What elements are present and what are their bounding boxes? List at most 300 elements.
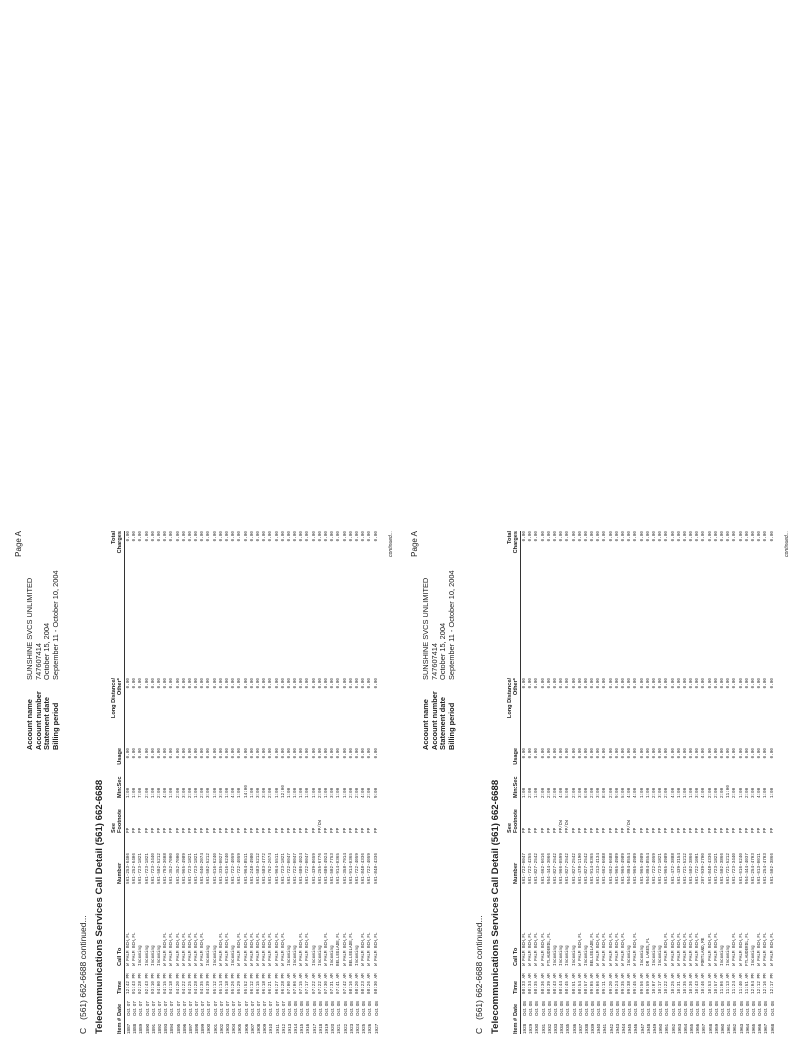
cell-total-charges: 0.00: [540, 531, 546, 542]
cell-usage: 0.00: [750, 748, 756, 759]
cell-call-to: W PALM BCH,FL: [225, 932, 230, 966]
cell-call-to: Incoming: [658, 945, 664, 966]
cell-usage: 0.00: [280, 748, 286, 759]
cell-min-sec: 2:00: [732, 787, 738, 798]
cell-call-time: 08:35 AM: [534, 973, 540, 994]
cell-call-date: Oct. 08: [645, 1001, 651, 1016]
cell-item-number: 1949: [651, 1023, 657, 1034]
cell-footnote: PP: [212, 827, 218, 833]
cell-call-to: W PALM BCH,FL: [732, 932, 738, 966]
section-title: (561) 662-6688 continued...: [474, 915, 484, 1020]
cell-usage: 0.00: [324, 748, 329, 759]
cell-total-charges: 0.00: [676, 531, 682, 542]
cell-call-date: Oct. 08: [744, 1001, 750, 1016]
cell-long-distance: 0.00: [571, 678, 577, 689]
cell-call-to: W PALM BCH,FL: [324, 932, 329, 966]
cell-long-distance: 0.00: [596, 678, 602, 689]
cell-item-number: 1895: [175, 1023, 181, 1034]
cell-call-number: 561-827-2542: [534, 853, 540, 884]
section-tag: C: [474, 1027, 484, 1034]
cell-long-distance: 0.00: [126, 678, 131, 689]
cell-call-number: 561-662-6688: [608, 853, 614, 884]
cell-min-sec: 2:00: [200, 787, 206, 798]
cell-item-number: 1907: [249, 1023, 255, 1034]
cell-long-distance: 0.00: [608, 678, 614, 689]
cell-call-number: 561-966-0599: [559, 853, 565, 884]
cell-long-distance: 0.00: [225, 678, 230, 689]
cell-long-distance: 0.00: [695, 678, 701, 689]
cell-footnote: PP: [150, 827, 156, 833]
cell-total-charges: 0.00: [255, 531, 261, 542]
cell-usage: 0.00: [757, 748, 763, 759]
cell-long-distance: 0.00: [169, 678, 175, 689]
cell-call-time: 07:30 AM: [324, 973, 329, 994]
cell-call-time: 07:17 AM: [305, 973, 311, 994]
cell-min-sec: 2:00: [156, 787, 162, 798]
cell-item-number: 1892: [156, 1023, 162, 1034]
cell-item-number: 1930: [534, 1023, 540, 1034]
cell-min-sec: 2:00: [367, 787, 373, 798]
cell-usage: 0.00: [670, 748, 676, 759]
cell-call-to: W PALM BCH,FL: [713, 932, 719, 966]
cell-footnote: PP/CW: [627, 820, 633, 833]
cell-item-number: 1950: [658, 1023, 664, 1034]
cell-call-date: Oct. 08: [621, 1001, 626, 1016]
cell-call-date: Oct. 08: [342, 1001, 348, 1016]
header-total-line2: Charges: [513, 531, 519, 554]
cell-usage: 0.00: [602, 748, 608, 759]
cell-usage: 0.00: [293, 748, 299, 759]
cell-call-number: 561-827-2542: [583, 853, 589, 884]
cell-call-to: W PALM BCH,FL: [577, 932, 583, 966]
cell-call-number: 561-502-5212: [156, 853, 162, 884]
cell-call-to: W PALM BCH,FL: [367, 932, 373, 966]
cell-footnote: PP: [633, 827, 639, 833]
cell-usage: 0.00: [206, 748, 212, 759]
cell-footnote: PP: [695, 827, 701, 833]
cell-call-number: 561-723-1821: [658, 853, 664, 884]
cell-call-number: 561-439-3154: [676, 853, 682, 884]
cell-min-sec: 4:00: [701, 787, 707, 798]
statement-page-left: [8, 525, 398, 1040]
cell-call-time: 06:15 PM: [255, 973, 261, 994]
cell-call-date: Oct. 07: [138, 1001, 144, 1016]
cell-total-charges: 0.00: [583, 531, 589, 542]
cell-min-sec: 1:00: [689, 787, 695, 798]
cell-min-sec: 1:00: [150, 787, 156, 798]
header-ld-line1: Long Distance/: [507, 678, 513, 719]
header-ld-line2: Other*: [513, 678, 519, 696]
cell-call-number: 561-964-8511: [243, 853, 249, 884]
cell-item-number: 1961: [726, 1023, 732, 1034]
cell-call-to: Incoming: [293, 945, 299, 966]
cell-item-number: 1925: [361, 1023, 367, 1034]
cell-item-number: 1908: [255, 1023, 261, 1034]
cell-call-number: 561-352-7000: [169, 853, 175, 884]
cell-call-number: 561-965-4989: [621, 853, 626, 884]
cell-min-sec: 2:00: [707, 787, 713, 798]
cell-long-distance: 0.00: [175, 678, 181, 689]
section-heading: [78, 915, 88, 1034]
cell-min-sec: 2:00: [175, 787, 181, 798]
cell-long-distance: 0.00: [348, 678, 354, 689]
cell-call-time: 06:28 PM: [280, 973, 286, 994]
account-name-label: Account name: [25, 699, 34, 750]
cell-footnote: PP: [361, 827, 367, 833]
cell-usage: 0.00: [682, 748, 688, 759]
cell-footnote: PP: [713, 827, 719, 833]
cell-call-to: Incoming: [138, 945, 144, 966]
cell-usage: 0.00: [695, 748, 701, 759]
cell-call-number: 561-502-3866: [769, 853, 775, 884]
cell-call-number: 561-827-2542: [571, 853, 577, 884]
cell-call-date: Oct. 07: [126, 1001, 131, 1016]
cell-call-number: 561-965-4989: [181, 853, 187, 884]
cell-call-time: 08:16 AM: [348, 973, 354, 994]
cell-item-number: 1965: [750, 1023, 756, 1034]
cell-long-distance: 0.00: [577, 678, 583, 689]
cell-long-distance: 0.00: [194, 678, 200, 689]
cell-call-to: BELLEGLADE,FL: [348, 932, 354, 966]
cell-min-sec: 2:00: [590, 787, 596, 798]
cell-call-to: Incoming: [720, 945, 725, 966]
cell-item-number: 1935: [565, 1023, 571, 1034]
cell-call-to: W PALM BCH,FL: [695, 932, 701, 966]
cell-call-date: Oct. 08: [639, 1001, 645, 1016]
cell-usage: 0.00: [676, 748, 682, 759]
cell-call-time: 09:59 AM: [645, 973, 651, 994]
cell-call-to: W PALM BCH,FL: [633, 932, 639, 966]
cell-long-distance: 0.00: [280, 678, 286, 689]
cell-footnote: PP: [367, 827, 373, 833]
header-footnote: [507, 805, 519, 833]
cell-total-charges: 0.00: [713, 531, 719, 542]
cell-total-charges: 0.00: [621, 531, 626, 542]
cell-call-date: Oct. 08: [602, 1001, 608, 1016]
cell-call-number: 561-662-6616: [540, 853, 546, 884]
cell-long-distance: 0.00: [682, 678, 688, 689]
cell-call-date: Oct. 08: [732, 1001, 738, 1016]
cell-call-time: 09:24 AM: [614, 973, 620, 994]
cell-long-distance: 0.00: [163, 678, 169, 689]
cell-call-date: Oct. 08: [658, 1001, 664, 1016]
cell-call-number: 954-804-8554: [645, 853, 651, 884]
cell-long-distance: 0.00: [206, 678, 212, 689]
cell-total-charges: 0.00: [658, 531, 664, 542]
cell-footnote: PP: [262, 827, 268, 833]
cell-call-time: 07:00 AM: [286, 973, 292, 994]
cell-call-to: W PALM BCH,FL: [361, 932, 367, 966]
cell-call-date: Oct. 07: [280, 1001, 286, 1016]
cell-item-number: 1911: [274, 1024, 280, 1034]
cell-footnote: PP/CW: [317, 820, 323, 833]
statement-date-label: Statement date: [42, 697, 52, 750]
call-detail-rows: [522, 531, 776, 1034]
cell-long-distance: 0.00: [546, 678, 552, 689]
cell-usage: 0.00: [367, 748, 373, 759]
header-date: Date: [117, 1003, 123, 1016]
cell-long-distance: 0.00: [559, 678, 565, 689]
header-long-distance: [111, 678, 123, 738]
cell-min-sec: 2:00: [546, 787, 552, 798]
cell-usage: 0.00: [552, 748, 558, 759]
cell-item-number: 1922: [342, 1023, 348, 1034]
cell-call-date: Oct. 07: [255, 1001, 261, 1016]
cell-call-date: Oct. 08: [571, 1001, 577, 1016]
cell-min-sec: 1:00: [225, 787, 230, 798]
cell-call-time: 10:25 AM: [670, 973, 676, 994]
cell-call-number: 561-722-4059: [231, 853, 237, 884]
cell-footnote: PP: [689, 827, 695, 833]
cell-total-charges: 0.00: [651, 531, 657, 542]
cell-item-number: 1912: [280, 1023, 286, 1034]
cell-usage: 0.00: [763, 748, 769, 759]
cell-item-number: 1906: [243, 1023, 249, 1034]
cell-long-distance: 0.00: [540, 678, 546, 689]
cell-min-sec: 5:00: [621, 787, 626, 798]
cell-call-date: Oct. 08: [726, 1001, 732, 1016]
cell-usage: 0.00: [299, 748, 305, 759]
cell-total-charges: 0.00: [354, 531, 360, 542]
cell-footnote: PP: [175, 827, 181, 833]
cell-min-sec: 2:00: [552, 787, 558, 798]
cell-call-date: Oct. 08: [596, 1001, 602, 1016]
cell-item-number: 1915: [299, 1023, 305, 1034]
cell-long-distance: 0.00: [324, 678, 329, 689]
cell-footnote: PP: [639, 827, 645, 833]
table-row: [374, 531, 380, 1034]
cell-footnote: PP: [200, 827, 206, 833]
cell-call-date: Oct. 07: [187, 1001, 193, 1016]
header-time: Time: [513, 981, 519, 994]
cell-call-date: Oct. 08: [750, 1001, 756, 1016]
cell-call-number: 561-721-5212: [682, 853, 688, 884]
cell-usage: 0.00: [169, 748, 175, 759]
cell-min-sec: 1:00: [274, 787, 280, 798]
cell-min-sec: 1:00: [522, 787, 527, 798]
cell-call-number: 561-722-0047: [522, 853, 527, 884]
cell-call-time: 04:22 PM: [181, 973, 187, 994]
cell-call-date: Oct. 08: [676, 1001, 682, 1016]
cell-item-number: 1964: [744, 1023, 750, 1034]
cell-item-number: 1940: [596, 1023, 602, 1034]
cell-footnote: PP: [769, 827, 775, 833]
cell-min-sec: 3:00: [695, 787, 701, 798]
cell-call-number: 561-613-0011: [757, 853, 763, 884]
header-usage: Usage: [117, 748, 123, 765]
cell-call-to: Incoming: [317, 945, 323, 966]
cell-call-to: W PALM BCH,FL: [763, 932, 769, 966]
cell-item-number: 1897: [187, 1023, 193, 1034]
cell-item-number: 1968: [769, 1023, 775, 1034]
cell-long-distance: 0.00: [614, 678, 620, 689]
cell-call-date: Oct. 08: [664, 1001, 670, 1016]
cell-item-number: 1956: [695, 1023, 701, 1034]
cell-usage: 0.00: [336, 748, 342, 759]
cell-call-to: Incoming: [583, 945, 589, 966]
cell-total-charges: 0.00: [590, 531, 596, 542]
cell-item-number: 1960: [720, 1023, 725, 1034]
cell-call-number: 561-723-1821: [280, 853, 286, 884]
cell-usage: 0.00: [658, 748, 664, 759]
cell-call-to: W PALM BCH,FL: [274, 932, 280, 966]
cell-call-time: 02:28 PM: [138, 973, 144, 994]
cell-min-sec: 4:00: [163, 787, 169, 798]
cell-item-number: 1887: [126, 1023, 131, 1034]
cell-total-charges: 0.00: [707, 531, 713, 542]
cell-total-charges: 0.00: [639, 531, 645, 542]
cell-call-number: 561-253-6406: [126, 853, 131, 884]
cell-call-to: W PALM BCH,FL: [608, 932, 614, 966]
cell-total-charges: 0.00: [670, 531, 676, 542]
cell-call-time: 12:12 PM: [757, 973, 763, 994]
cell-total-charges: 0.00: [559, 531, 565, 542]
cell-long-distance: 0.00: [138, 678, 144, 689]
cell-long-distance: 0.00: [274, 678, 280, 689]
cell-footnote: PP: [132, 827, 138, 833]
cell-call-date: Oct. 08: [293, 1001, 299, 1016]
cell-usage: 0.00: [231, 748, 237, 759]
section-heading: [474, 915, 484, 1034]
cell-min-sec: 14:00: [243, 785, 249, 798]
cell-call-number: 561-722-4059: [237, 853, 243, 884]
cell-min-sec: 4:00: [670, 787, 676, 798]
cell-call-to: W PALM BCH,FL: [262, 932, 268, 966]
cell-call-number: 561-848-4336: [707, 853, 713, 884]
cell-item-number: 1923: [348, 1023, 354, 1034]
cell-long-distance: 0.00: [689, 678, 695, 689]
cell-call-number: 561-722-4059: [651, 853, 657, 884]
cell-call-date: Oct. 08: [528, 1001, 534, 1016]
cell-total-charges: 0.00: [608, 531, 614, 542]
cell-call-date: Oct. 07: [218, 1001, 224, 1016]
cell-call-time: 06:18 PM: [262, 973, 268, 994]
cell-footnote: PP: [268, 827, 274, 833]
cell-call-number: 561-848-4336: [373, 853, 379, 884]
cell-call-to: W PALM BCH,FL: [596, 932, 602, 966]
cell-min-sec: 2:00: [187, 787, 193, 798]
cell-long-distance: 0.00: [200, 678, 206, 689]
cell-total-charges: 0.00: [701, 531, 707, 542]
cell-total-charges: 0.00: [243, 531, 249, 542]
cell-min-sec: 5:00: [565, 787, 571, 798]
cell-min-sec: 4:00: [757, 787, 763, 798]
cell-total-charges: 0.00: [206, 531, 212, 542]
cell-long-distance: 0.00: [602, 678, 608, 689]
cell-long-distance: 0.00: [583, 678, 589, 689]
cell-call-time: 08:26 AM: [367, 973, 373, 994]
account-name: SUNSHINE SVCS UNLIMITED: [25, 577, 34, 680]
table-title: Telecommunications Services Call Detail (561) 662-6688: [94, 779, 105, 1034]
cell-min-sec: 4:00: [633, 787, 639, 798]
account-number: 747607414: [33, 643, 43, 680]
cell-footnote: PP: [225, 827, 230, 833]
cell-item-number: 1967: [763, 1023, 769, 1034]
cell-footnote: PP: [348, 827, 354, 833]
cell-total-charges: 0.00: [262, 531, 268, 542]
cell-min-sec: 2:00: [713, 787, 719, 798]
cell-call-date: Oct. 08: [627, 1001, 633, 1016]
cell-min-sec: 3:00: [218, 787, 224, 798]
cell-footnote: PP: [144, 827, 150, 833]
cell-call-to: W PALM BCH,FL: [670, 932, 676, 966]
cell-usage: 0.00: [212, 748, 218, 759]
cell-call-to: W PALM BCH,FL: [682, 932, 688, 966]
cell-total-charges: 0.00: [342, 531, 348, 542]
cell-call-date: Oct. 08: [701, 1001, 707, 1016]
cell-total-charges: 0.00: [187, 531, 193, 542]
cell-footnote: PP: [658, 827, 664, 833]
cell-call-date: Oct. 08: [559, 1001, 565, 1016]
cell-footnote: PP: [738, 827, 744, 833]
cell-item-number: 1931: [540, 1023, 546, 1034]
cell-call-to: W PALM BCH,FL: [181, 932, 187, 966]
cell-footnote: PP: [596, 827, 602, 833]
cell-min-sec: 1:00: [676, 787, 682, 798]
cell-item-number: 1943: [614, 1023, 620, 1034]
cell-min-sec: 4:00: [231, 787, 237, 798]
cell-call-date: Oct. 08: [757, 1001, 763, 1016]
cell-total-charges: 0.00: [602, 531, 608, 542]
cell-call-time: 07:22 AM: [317, 973, 323, 994]
cell-call-time: 11:51 AM: [744, 973, 750, 994]
cell-long-distance: 0.00: [701, 678, 707, 689]
cell-call-time: 08:23 AM: [361, 973, 367, 994]
cell-usage: 0.00: [732, 748, 738, 759]
cell-call-number: 561-914-0365: [348, 853, 354, 884]
cell-usage: 0.00: [163, 748, 169, 759]
cell-call-number: 954-444-4037: [744, 853, 750, 884]
cell-total-charges: 0.00: [738, 531, 744, 542]
cell-call-date: Oct. 08: [695, 1001, 701, 1016]
billing-period: September 11 - October 10, 2004: [50, 570, 60, 680]
cell-call-number: 561-965-4989: [614, 853, 620, 884]
cell-call-number: 561-914-0365: [590, 853, 596, 884]
cell-call-date: Oct. 08: [348, 1001, 354, 1016]
table-header: [502, 531, 521, 1034]
cell-long-distance: 0.00: [713, 678, 719, 689]
cell-total-charges: 0.00: [225, 531, 230, 542]
cell-total-charges: 0.00: [769, 531, 775, 542]
cell-long-distance: 0.00: [664, 678, 670, 689]
cell-footnote: PP: [577, 827, 583, 833]
account-name: SUNSHINE SVCS UNLIMITED: [421, 577, 430, 680]
cell-call-time: 06:12 PM: [249, 973, 255, 994]
cell-item-number: 1914: [293, 1023, 299, 1034]
cell-usage: 0.00: [317, 748, 323, 759]
cell-call-to: Incoming: [206, 945, 212, 966]
cell-call-time: 05:18 PM: [225, 973, 230, 994]
cell-long-distance: 0.00: [150, 678, 156, 689]
cell-call-number: 561-686-4024: [299, 853, 305, 884]
cell-total-charges: 0.00: [280, 531, 286, 542]
cell-long-distance: 0.00: [132, 678, 138, 689]
cell-item-number: 1928: [522, 1023, 527, 1034]
cell-call-date: Oct. 07: [237, 1001, 243, 1016]
cell-item-number: 1902: [218, 1023, 224, 1034]
cell-usage: 0.00: [744, 748, 750, 759]
cell-total-charges: 0.00: [212, 531, 218, 542]
account-info: [26, 570, 60, 750]
cell-call-to: Incoming: [639, 945, 645, 966]
cell-long-distance: 0.00: [707, 678, 713, 689]
statement-page-right: [404, 525, 794, 1040]
cell-call-number: 561-723-3440: [732, 853, 738, 884]
cell-call-time: 07:15 AM: [299, 973, 305, 994]
cell-footnote: PP: [528, 827, 534, 833]
cell-footnote: PP: [540, 827, 546, 833]
cell-footnote: PP: [546, 827, 552, 833]
